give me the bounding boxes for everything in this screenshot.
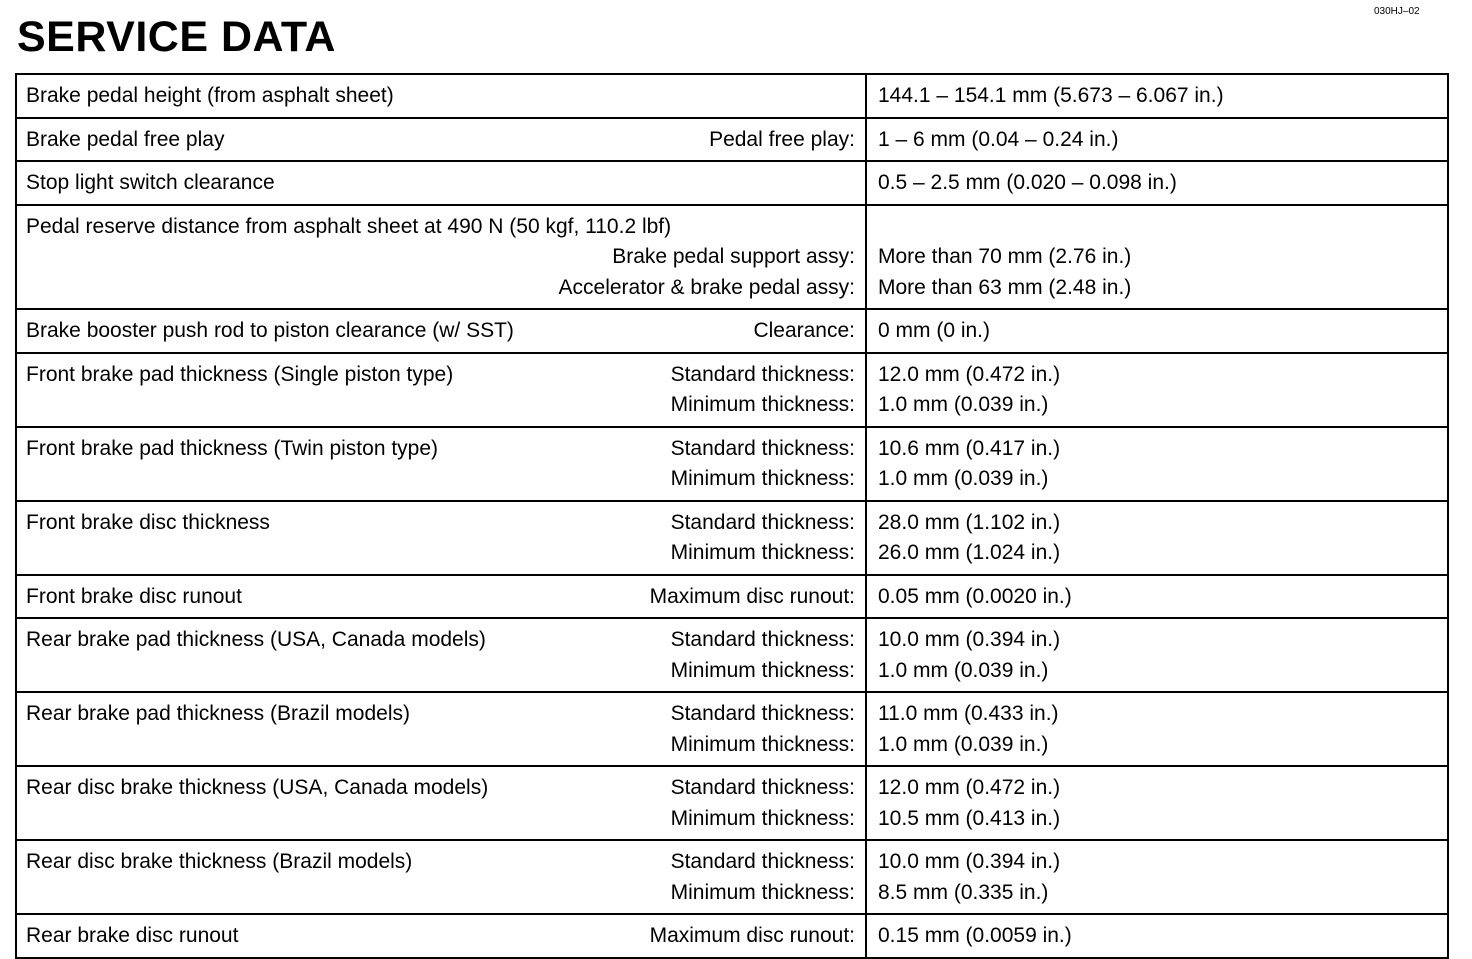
item-name: Rear disc brake thickness (Brazil models) [26, 850, 413, 873]
value-cell [867, 75, 1447, 117]
item-cell [17, 619, 867, 691]
spec-label: Accelerator & brake pedal assy: [558, 275, 855, 299]
spec-label: Minimum thickness: [670, 806, 855, 830]
value-cell [867, 354, 1447, 426]
spec-value: 26.0 mm (1.024 in.) [878, 541, 1061, 564]
spec-value: More than 70 mm (2.76 in.) [878, 245, 1132, 268]
item-name: Rear brake pad thickness (USA, Canada models) [26, 628, 486, 651]
spec-value: 1.0 mm (0.039 in.) [878, 732, 1049, 756]
service-data-table [15, 73, 1449, 959]
table-row [17, 500, 1447, 574]
spec-label: Clearance: [753, 319, 855, 342]
item-name: Front brake disc runout [26, 584, 242, 608]
spec-value: 1 – 6 mm (0.04 – 0.24 in.) [878, 127, 1119, 151]
spec-label: Minimum thickness: [670, 467, 855, 490]
spec-label: Maximum disc runout: [649, 924, 855, 947]
spec-value: 12.0 mm (0.472 in.) [878, 776, 1061, 799]
spec-label: Minimum thickness: [670, 732, 855, 756]
spec-label: Standard thickness: [670, 436, 855, 460]
spec-value: 1.0 mm (0.039 in.) [878, 393, 1049, 416]
item-name: Brake pedal free play [26, 127, 225, 151]
spec-label: Standard thickness: [670, 628, 855, 651]
spec-value: 10.5 mm (0.413 in.) [878, 806, 1061, 830]
spec-value: 12.0 mm (0.472 in.) [878, 362, 1061, 386]
value-cell [867, 576, 1447, 618]
spec-value: 10.0 mm (0.394 in.) [878, 628, 1061, 651]
item-cell [17, 75, 867, 117]
item-name: Rear disc brake thickness (USA, Canada models) [26, 776, 489, 799]
value-cell [867, 206, 1447, 309]
value-cell [867, 767, 1447, 839]
spec-label: Minimum thickness: [670, 541, 855, 564]
table-row [17, 691, 1447, 765]
item-cell [17, 693, 867, 765]
table-row [17, 426, 1447, 500]
table-row [17, 75, 1447, 117]
item-name: Front brake pad thickness (Twin piston type) [26, 436, 439, 460]
spec-label: Minimum thickness: [670, 658, 855, 682]
table-row [17, 117, 1447, 161]
value-cell [867, 841, 1447, 913]
table-row [17, 574, 1447, 618]
item-name: Pedal reserve distance from asphalt sheet at 490 N (50 kgf, 110.2 lbf) [26, 214, 672, 238]
item-name: Stop light switch clearance [26, 171, 275, 194]
spec-value: 144.1 – 154.1 mm (5.673 – 6.067 in.) [878, 84, 1224, 107]
spec-label: Standard thickness: [670, 510, 855, 534]
spec-label: Standard thickness: [670, 702, 855, 725]
item-name: Brake pedal height (from asphalt sheet) [26, 84, 394, 107]
spec-label: Minimum thickness: [670, 880, 855, 904]
item-cell [17, 162, 867, 204]
item-cell [17, 841, 867, 913]
spec-value: 0 mm (0 in.) [878, 319, 991, 342]
page-title: SERVICE DATA [17, 13, 336, 61]
spec-value: 1.0 mm (0.039 in.) [878, 467, 1049, 490]
item-name: Brake booster push rod to piston clearance (w/ SST) [26, 319, 514, 342]
value-cell [867, 693, 1447, 765]
spec-label: Standard thickness: [670, 850, 855, 873]
table-row [17, 913, 1447, 957]
spec-label: Standard thickness: [670, 362, 855, 386]
table-row [17, 204, 1447, 309]
spec-value: 8.5 mm (0.335 in.) [878, 880, 1049, 904]
table-row [17, 839, 1447, 913]
item-cell [17, 767, 867, 839]
spec-value: More than 63 mm (2.48 in.) [878, 275, 1132, 299]
spec-label: Maximum disc runout: [649, 584, 855, 608]
item-cell [17, 428, 867, 500]
spec-value: 10.0 mm (0.394 in.) [878, 850, 1061, 873]
table-row [17, 308, 1447, 352]
table-row [17, 352, 1447, 426]
spec-value: 10.6 mm (0.417 in.) [878, 436, 1061, 460]
spec-value: 0.5 – 2.5 mm (0.020 – 0.098 in.) [878, 171, 1177, 194]
spec-label: Brake pedal support assy: [612, 245, 855, 268]
value-cell [867, 310, 1447, 352]
item-cell [17, 206, 867, 309]
spec-label: Standard thickness: [670, 776, 855, 799]
item-name: Front brake disc thickness [26, 510, 270, 534]
table-row [17, 160, 1447, 204]
table-row [17, 617, 1447, 691]
value-cell [867, 619, 1447, 691]
spec-label: Pedal free play: [709, 127, 855, 151]
spec-value: 0.05 mm (0.0020 in.) [878, 584, 1072, 608]
value-cell [867, 915, 1447, 957]
value-cell [867, 502, 1447, 574]
value-cell [867, 162, 1447, 204]
spec-value: 11.0 mm (0.433 in.) [878, 702, 1059, 725]
spec-value: 28.0 mm (1.102 in.) [878, 510, 1061, 534]
item-cell [17, 310, 867, 352]
spec-value [878, 212, 1437, 243]
item-cell [17, 119, 867, 161]
item-cell [17, 576, 867, 618]
table-row [17, 765, 1447, 839]
item-name: Rear brake disc runout [26, 924, 239, 947]
value-cell [867, 119, 1447, 161]
item-name: Rear brake pad thickness (Brazil models) [26, 702, 410, 725]
item-cell [17, 915, 867, 957]
value-cell [867, 428, 1447, 500]
document-code: 030HJ–02 [1374, 6, 1420, 17]
spec-value: 1.0 mm (0.039 in.) [878, 658, 1049, 682]
item-cell [17, 502, 867, 574]
spec-value: 0.15 mm (0.0059 in.) [878, 924, 1072, 947]
item-name: Front brake pad thickness (Single piston type) [26, 362, 454, 386]
item-cell [17, 354, 867, 426]
spec-label: Minimum thickness: [670, 393, 855, 416]
